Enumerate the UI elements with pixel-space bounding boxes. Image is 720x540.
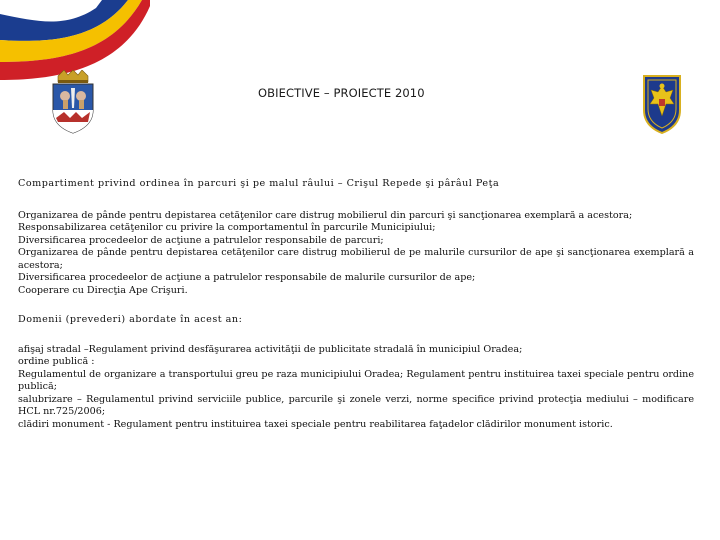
list-item: clădiri monument - Regulament pentru instituirea taxei speciale pentru reabilitarea faţadelor clădirilor monument istoric.	[18, 418, 613, 430]
oradea-crest-icon	[50, 70, 96, 134]
list-item: ordine publică :	[18, 356, 95, 367]
section-heading-domains: Domenii (prevederi) abordate în acest an:	[18, 314, 243, 325]
list-item: Responsabilizarea cetăţenilor cu privire la comportamentul în parcurile Municipiului;	[18, 222, 436, 233]
police-emblem-icon	[640, 72, 684, 134]
list-item: Regulamentul de organizare a transportului greu pe raza municipiului Oradea; Regulament pentru instituirea taxei speciale pentru ordine publică;	[18, 368, 694, 392]
list-item: afişaj stradal –Regulament privind desfăşurarea activităţii de publicitate stradală în municipiul Oradea;	[18, 343, 523, 355]
page-title: OBIECTIVE – PROIECTE 2010	[258, 86, 425, 100]
content-body	[18, 178, 694, 431]
section-heading-parks: Compartiment privind ordinea în parcuri şi pe malul râului – Crişul Repede şi pârâul Peţa	[18, 178, 500, 189]
list-item: salubrizare – Regulamentul privind serviciile publice, parcurile şi zonele verzi, norme specifice privind protecţia mediului – modificare HCL nr.725/2006;	[18, 393, 694, 417]
list-item: Diversificarea procedeelor de acţiune a patrulelor responsabile de malurile cursurilor de ape;	[18, 272, 476, 283]
list-item: Organizarea de pânde pentru depistarea cetăţenilor care distrug mobilierul de pe malurile cursurilor de ape şi sancţionarea exemplară a acestora;	[18, 247, 694, 271]
list-item: Cooperare cu Direcţia Ape Crişuri.	[18, 284, 188, 296]
list-item: Organizarea de pânde pentru depistarea cetăţenilor care distrug mobilierul din parcuri şi sancţionarea exemplară a acestora;	[18, 209, 633, 221]
tricolor-ribbon	[0, 0, 150, 80]
list-item: Diversificarea procedeelor de acţiune a patrulelor responsabile de parcuri;	[18, 234, 384, 246]
